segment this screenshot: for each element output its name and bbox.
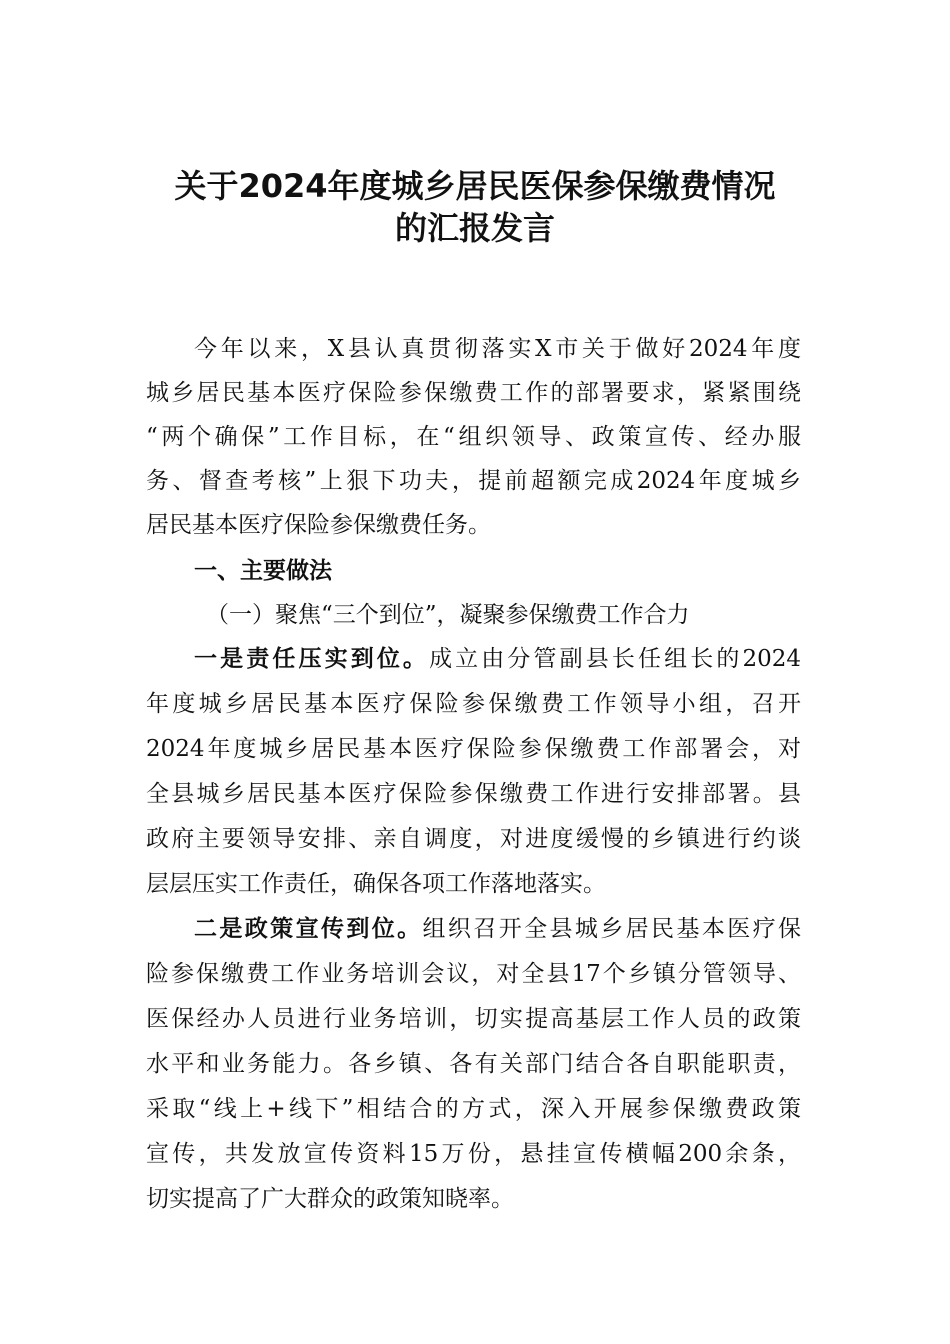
item-2-text: 组织召开全县城乡居民基本医疗保 xyxy=(422,916,802,942)
intro-line: 今年以来，X县认真贯彻落实X市关于做好2024年度 xyxy=(194,336,801,362)
item-2-line: 水平和业务能力。各乡镇、各有关部门结合各自职能职责， xyxy=(146,1051,801,1077)
item-1-line: 层层压实工作责任，确保各项工作落地落实。 xyxy=(146,871,606,897)
document-title-line-2: 的汇报发言 xyxy=(394,209,555,247)
item-1-line: 全县城乡居民基本医疗保险参保缴费工作进行安排部署。县 xyxy=(146,781,801,807)
item-1-lead: 一是责任压实到位。 xyxy=(194,646,430,672)
item-1-text: 成立由分管副县长任组长的2024 xyxy=(429,646,801,672)
item-2-line: 险参保缴费工作业务培训会议，对全县17个乡镇分管领导、 xyxy=(146,961,801,987)
item-2-line: 医保经办人员进行业务培训，切实提高基层工作人员的政策 xyxy=(146,1006,801,1032)
intro-line: “两个确保”工作目标，在“组织领导、政策宣传、经办服 xyxy=(146,424,801,450)
section-heading: 一、主要做法 xyxy=(194,558,332,584)
item-2-line: 宣传，共发放宣传资料15万份，悬挂宣传横幅200余条， xyxy=(146,1141,801,1167)
item-2-lead: 二是政策宣传到位。 xyxy=(194,916,423,942)
item-2-line: 切实提高了广大群众的政策知晓率。 xyxy=(146,1186,514,1212)
intro-line: 居民基本医疗保险参保缴费任务。 xyxy=(146,512,491,538)
item-2-first-line xyxy=(194,914,801,944)
item-1-line: 年度城乡居民基本医疗保险参保缴费工作领导小组，召开 xyxy=(146,691,801,717)
item-1-first-line xyxy=(194,644,801,674)
intro-line: 城乡居民基本医疗保险参保缴费工作的部署要求，紧紧围绕 xyxy=(146,380,801,406)
item-2-line: 采取“线上+线下”相结合的方式，深入开展参保缴费政策 xyxy=(146,1096,801,1122)
item-1-line: 政府主要领导安排、亲自调度，对进度缓慢的乡镇进行约谈 xyxy=(146,826,801,852)
item-1-line: 2024年度城乡居民基本医疗保险参保缴费工作部署会，对 xyxy=(146,736,801,762)
intro-line: 务、督查考核”上狠下功夫，提前超额完成2024年度城乡 xyxy=(146,468,801,494)
subsection-heading: （一）聚焦“三个到位”，凝聚参保缴费工作合力 xyxy=(206,602,690,628)
document-title-line-1: 关于2024年度城乡居民医保参保缴费情况 xyxy=(174,167,776,205)
